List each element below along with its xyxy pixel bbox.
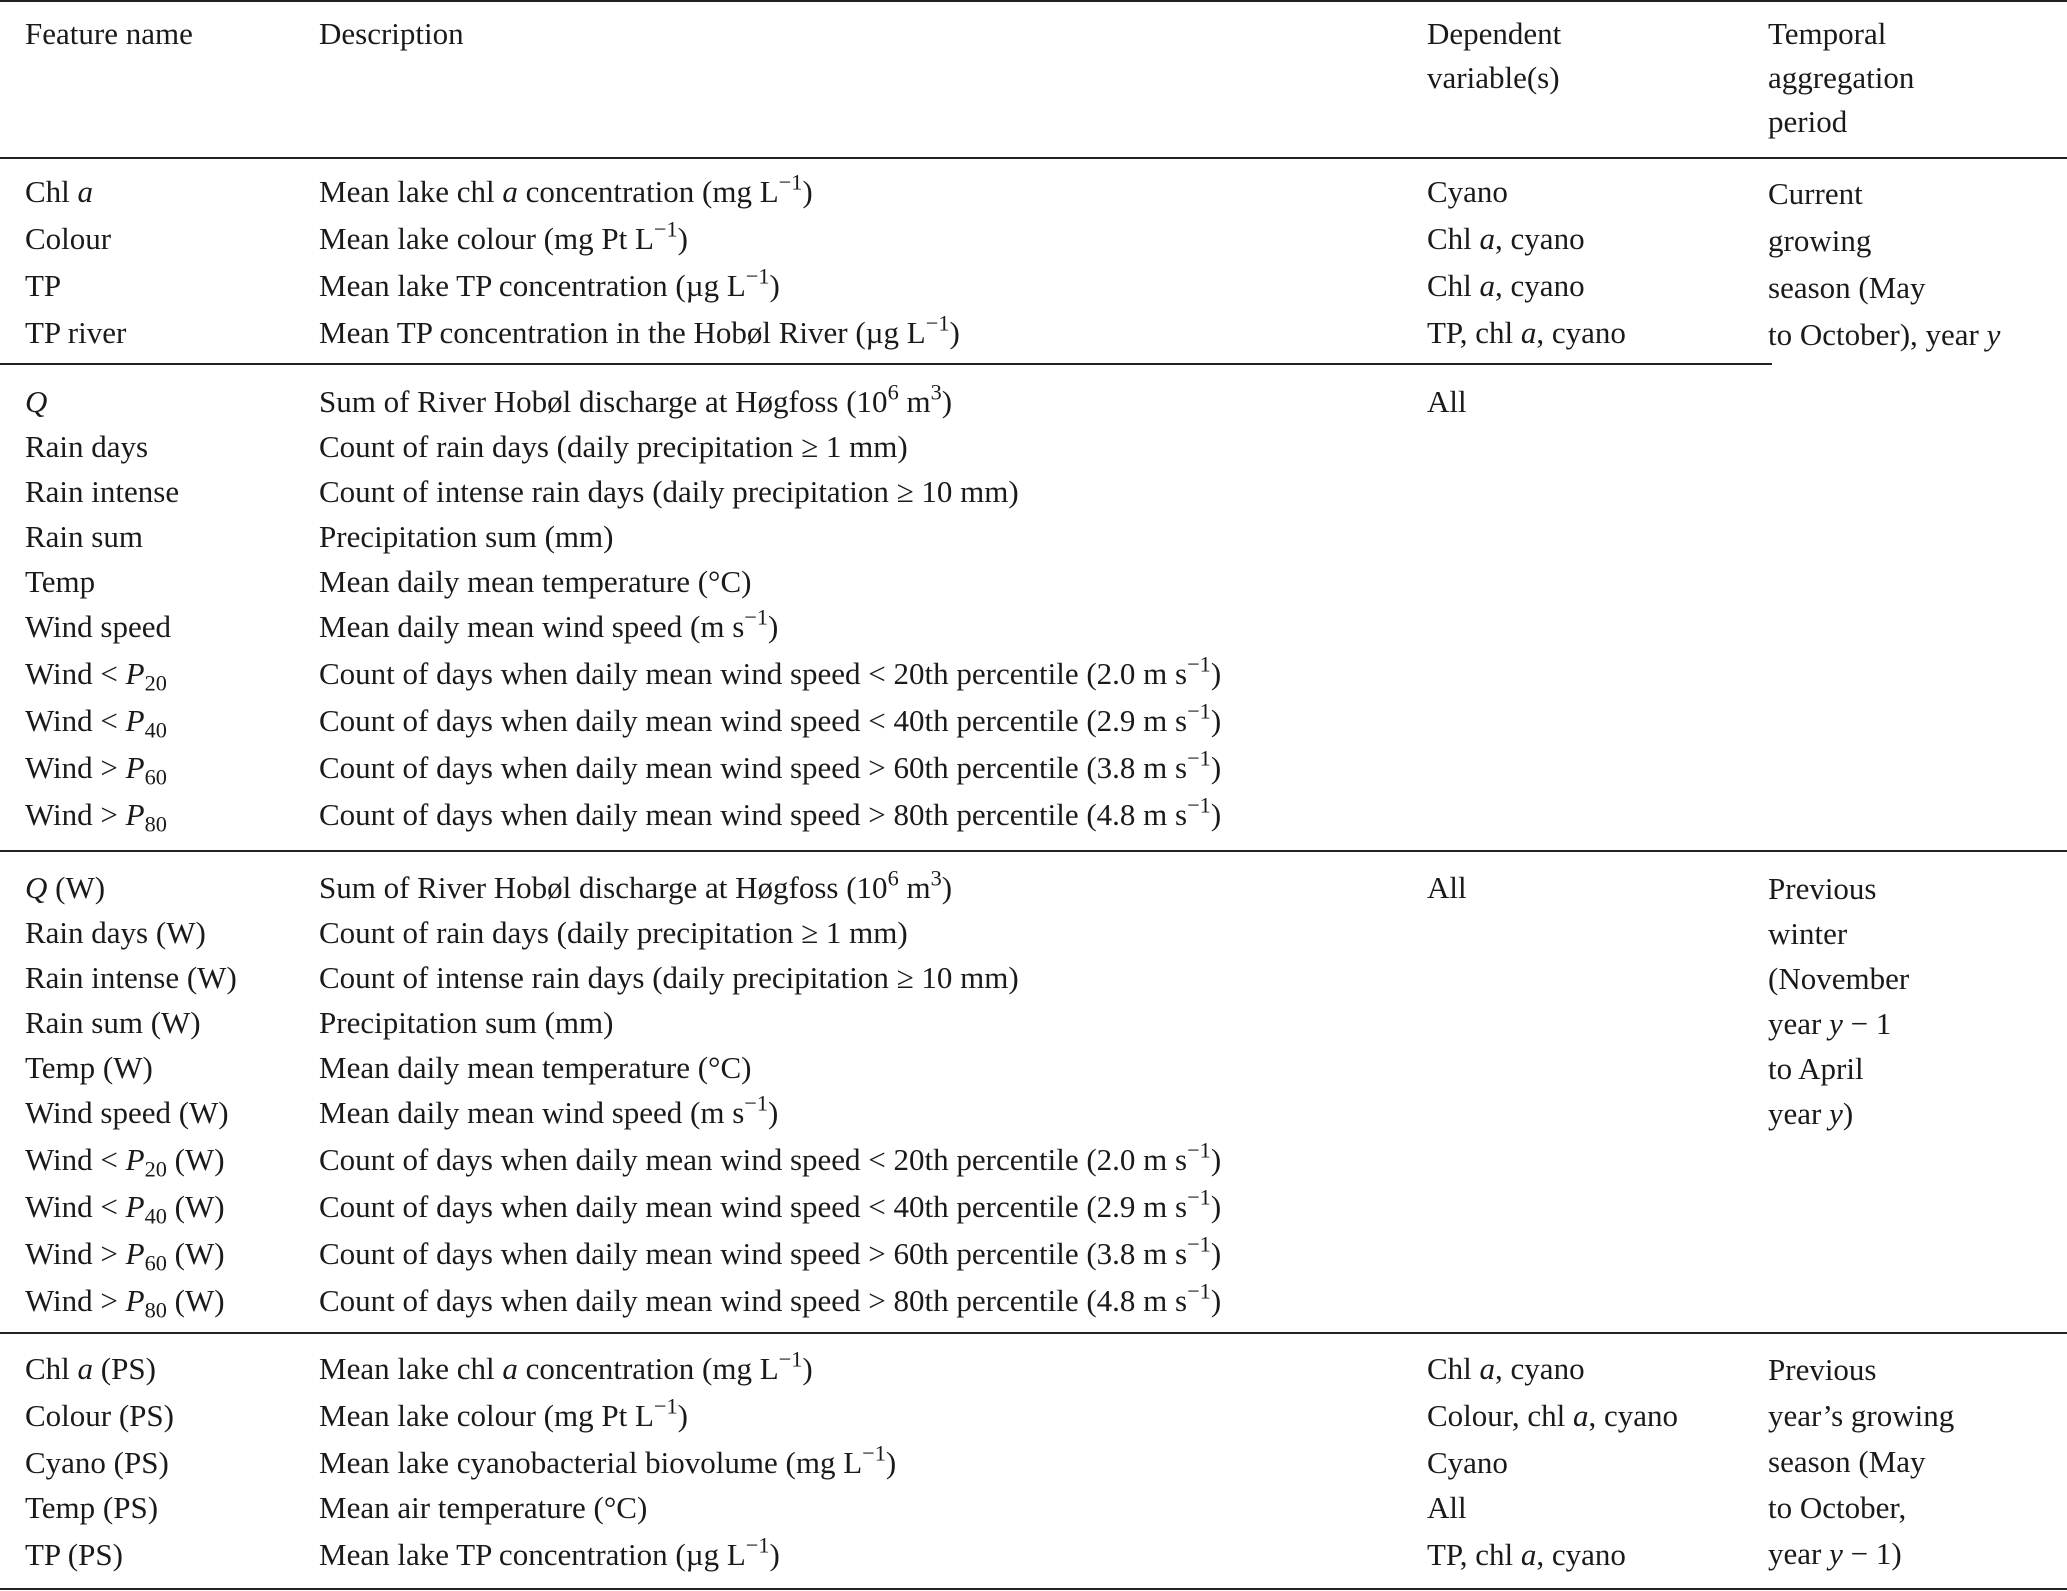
feature-name: Rain days (W) [25,915,206,950]
feature-name: Temp (PS) [25,1490,159,1525]
feature-name: Wind < $P_{40}$ (W) [25,1189,225,1229]
description: Mean daily mean temperature (°C) [319,1050,752,1085]
description: Count of days when daily mean wind speed < 20th percentile (2.0 m $s^{-1}$) [319,651,1222,691]
period-previous-winter [1768,866,1909,1136]
description: Count of intense rain days (daily precipitation ≥ 10 mm) [319,960,1019,995]
description: Mean daily mean temperature (°C) [319,564,752,599]
header-period-line: Temporal [1768,16,1887,51]
period-line: year y) [1768,1096,1854,1131]
feature-name: TP river [25,315,127,350]
period-line: growing [1768,223,1872,258]
description: Mean lake TP concentration (µg $L^{-1}$) [319,1532,780,1572]
feature-name: Rain intense (W) [25,960,237,995]
period-line: year y − 1) [1768,1536,1902,1571]
period-line: Previous [1768,871,1877,906]
feature-name: Q (W) [25,870,106,905]
header-dependent-variables [1427,12,1561,100]
period-line: to April [1768,1051,1864,1086]
bottom-rule [0,1588,2067,1590]
description: Count of rain days (daily precipitation ≥ 1 mm) [319,429,908,464]
description: Precipitation sum (mm) [319,1005,614,1040]
feature-name: Colour [25,221,112,256]
period-line: (November [1768,961,1910,996]
dependent-variables: Cyano [1427,1445,1508,1480]
dependent-variables: Chl a, cyano [1427,221,1585,256]
period-line: Current [1768,176,1863,211]
header-description: Description [319,16,464,51]
description: Mean TP concentration in the Hobøl River (µg $L^{-1}$) [319,310,960,350]
feature-name: TP [25,268,62,303]
period-line: season (May [1768,1444,1926,1479]
feature-name: Wind > $P_{60}$ [25,750,167,790]
description: Mean daily mean wind speed (m $s^{-1}$) [319,604,779,644]
dependent-variables: All [1427,870,1467,905]
dependent-variables: Colour, chl a, cyano [1427,1398,1679,1433]
description: Mean air temperature (°C) [319,1490,648,1525]
description: Count of days when daily mean wind speed > 60th percentile (3.8 m $s^{-1}$) [319,1231,1222,1271]
description: Mean lake cyanobacterial biovolume (mg $L^{-1}$) [319,1440,897,1480]
period-line: Previous [1768,1352,1877,1387]
description: Mean lake colour (mg Pt $L^{-1}$) [319,1393,688,1433]
description: Sum of River Hobøl discharge at Høgfoss ($10^6$ $m^3$) [319,865,953,905]
feature-name: Colour (PS) [25,1398,174,1433]
feature-name: Q [25,384,48,419]
feature-name: Chl a (PS) [25,1351,156,1386]
period-previous-season [1768,1347,1954,1577]
header-temporal-period [1768,12,1914,144]
description: Count of rain days (daily precipitation ≥ 1 mm) [319,915,908,950]
dependent-variables: TP, chl a, cyano [1427,1537,1626,1572]
feature-name: Wind > $P_{80}$ [25,797,167,837]
top-rule [0,0,2067,2]
period-line: season (May [1768,270,1926,305]
feature-name: Rain sum [25,519,143,554]
feature-name: Wind speed (W) [25,1095,229,1130]
feature-name: Cyano (PS) [25,1445,169,1480]
description: Count of days when daily mean wind speed < 40th percentile (2.9 m $s^{-1}$) [319,1184,1222,1224]
period-line: year y − 1 [1768,1006,1892,1041]
dependent-variables: TP, chl a, cyano [1427,315,1626,350]
description: Precipitation sum (mm) [319,519,614,554]
group-rule-3 [0,1332,2067,1334]
description: Count of days when daily mean wind speed > 80th percentile (4.8 m $s^{-1}$) [319,1278,1222,1318]
header-dependent-line: Dependent [1427,16,1562,51]
description: Mean lake chl a concentration (mg $L^{-1}$) [319,1346,813,1386]
description: Mean lake colour (mg Pt $L^{-1}$) [319,216,688,256]
period-line: winter [1768,916,1848,951]
feature-name: Wind < $P_{20}$ [25,656,167,696]
dependent-variables: Chl a, cyano [1427,268,1585,303]
period-line: to October, [1768,1490,1907,1525]
description: Count of days when daily mean wind speed > 80th percentile (4.8 m $s^{-1}$) [319,792,1222,832]
feature-name: Rain sum (W) [25,1005,201,1040]
feature-name: TP (PS) [25,1537,123,1572]
feature-name: Rain intense [25,474,180,509]
dependent-variables: Chl a, cyano [1427,1351,1585,1386]
description: Mean lake TP concentration (µg $L^{-1}$) [319,263,780,303]
description: Mean lake chl a concentration (mg $L^{-1}$) [319,169,813,209]
feature-name: Chl a [25,174,94,209]
dependent-variables: Cyano [1427,174,1508,209]
feature-name: Wind > $P_{60}$ (W) [25,1236,225,1276]
header-dependent-line: variable(s) [1427,60,1560,95]
group-rule-1 [0,363,1772,365]
description: Sum of River Hobøl discharge at Høgfoss ($10^6$ $m^3$) [319,379,953,419]
description: Mean daily mean wind speed (m $s^{-1}$) [319,1090,779,1130]
description: Count of intense rain days (daily precipitation ≥ 10 mm) [319,474,1019,509]
header-feature-name: Feature name [25,16,193,51]
group-rule-2 [0,850,2067,852]
description: Count of days when daily mean wind speed > 60th percentile (3.8 m $s^{-1}$) [319,745,1222,785]
period-line: to October), year y [1768,317,2001,352]
header-period-line: period [1768,104,1848,139]
header-rule [0,157,2067,159]
feature-name: Wind > $P_{80}$ (W) [25,1283,225,1323]
feature-name: Temp (W) [25,1050,153,1085]
feature-name: Rain days [25,429,149,464]
feature-name: Temp [25,564,96,599]
feature-name: Wind < $P_{20}$ (W) [25,1142,225,1182]
description: Count of days when daily mean wind speed < 20th percentile (2.0 m $s^{-1}$) [319,1137,1222,1177]
dependent-variables: All [1427,384,1467,419]
description: Count of days when daily mean wind speed < 40th percentile (2.9 m $s^{-1}$) [319,698,1222,738]
dependent-variables: All [1427,1490,1467,1525]
feature-name: Wind < $P_{40}$ [25,703,167,743]
header-period-line: aggregation [1768,60,1915,95]
period-current-growing-season [1768,170,2000,358]
feature-name: Wind speed [25,609,171,644]
period-line: year’s growing [1768,1398,1955,1433]
